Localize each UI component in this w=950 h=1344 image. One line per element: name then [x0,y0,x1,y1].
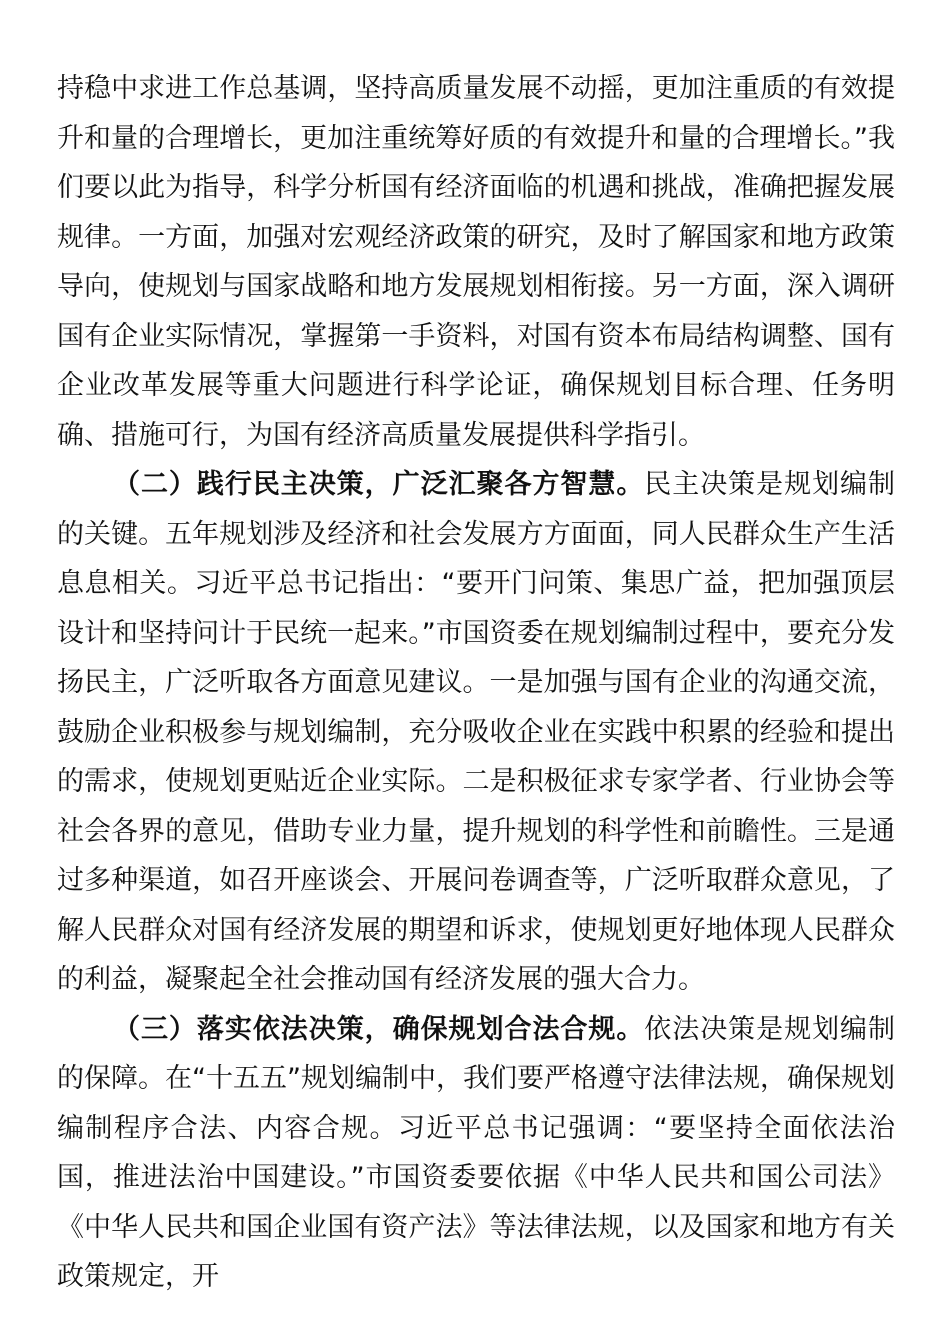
paragraph-2-text: 民主决策是规划编制的关键。五年规划涉及经济和社会发展方方面面，同人民群众生产生活息息相关。习近平总书记指出：“要开门问策、集思广益，把加强顶层设计和坚持问计于民统一起来。”市国资委在规划编制过程中，要充分发扬民主，广泛听取各方面意见建议。一是加强与国有企业的沟通交流，鼓励企业积极参与规划编制，充分吸收企业在实践中积累的经验和提出的需求，使规划更贴近企业实际。二是积极征求专家学者、行业协会等社会各界的意见，借助专业力量，提升规划的科学性和前瞻性。三是通过多种渠道，如召开座谈会、开展问卷调查等，广泛听取群众意见，了解人民群众对国有经济发展的期望和诉求，使规划更好地体现人民群众的利益，凝聚起全社会推动国有经济发展的强大合力。 [57,469,896,995]
document-body [57,64,895,1302]
paragraph-1-text: 持稳中求进工作总基调，坚持高质量发展不动摇，更加注重质的有效提升和量的合理增长，更加注重统筹好质的有效提升和量的合理增长。”我们要以此为指导，科学分析国有经济面临的机遇和挑战，准确把握发展规律。一方面，加强对宏观经济政策的研究，及时了解国家和地方政策导向，使规划与国家战略和地方发展规划相衔接。另一方面，深入调研国有企业实际情况，掌握第一手资料，对国有资本布局结构调整、国有企业改革发展等重大问题进行科学论证，确保规划目标合理、任务明确、措施可行，为国有经济高质量发展提供科学指引。 [57,73,895,451]
paragraph-3-text: 依法决策是规划编制的保障。在“十五五”规划编制中，我们要严格遵守法律法规，确保规划编制程序合法、内容合规。习近平总书记强调：“要坚持全面依法治国，推进法治中国建设。”市国资委要依据《中华人民共和国公司法》《中华人民共和国企业国有资产法》等法律法规，以及国家和地方有关政策规定，开 [57,1013,896,1292]
paragraph-2 [57,460,895,1005]
section-2-heading: （二）践行民主决策，广泛汇聚各方智慧。 [113,469,645,500]
paragraph-1 [57,64,895,460]
paragraph-3 [57,1005,895,1302]
section-3-heading: （三）落实依法决策，确保规划合法合规。 [113,1013,645,1045]
